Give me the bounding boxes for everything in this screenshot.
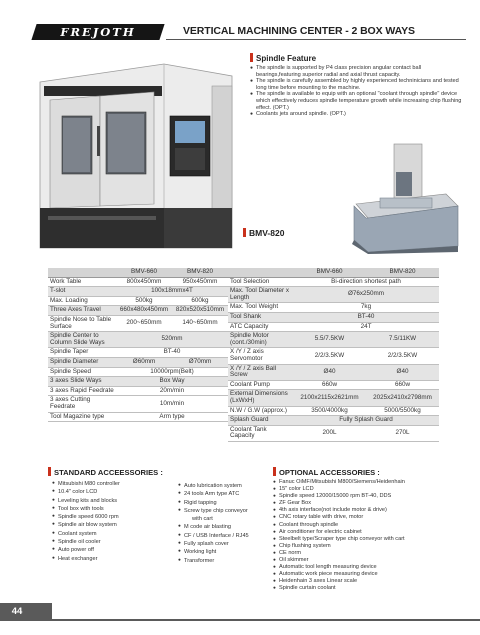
spec-label: Spindle Taper <box>48 348 116 358</box>
table-row <box>228 287 439 303</box>
spec-value: 10m/min <box>116 396 228 412</box>
table-row <box>48 296 228 306</box>
spec-value: 7kg <box>293 303 439 313</box>
list-item: ● Steelbelt type/Scraper type chip conveyor with cart <box>273 536 405 543</box>
model-header: BMV-660 <box>293 268 366 277</box>
standard-accessories-col1 <box>52 480 120 563</box>
brand-logo: FREJOTH <box>60 25 136 39</box>
table-row <box>48 386 228 396</box>
spec-label: Three Axes Travel <box>48 306 116 316</box>
footer-line <box>52 619 480 621</box>
list-item: ● Screw type chip conveyor <box>178 507 249 515</box>
list-item: ● Air conditioner for electric cabinet <box>273 529 405 536</box>
spec-label: Splash Guard <box>228 416 293 426</box>
spec-value: 820x520x510mm <box>172 306 228 316</box>
spindle-feature <box>250 53 464 118</box>
accent-bar <box>250 53 253 62</box>
spec-value: 270L <box>366 425 439 441</box>
spec-label: 3 axes Rapid Feedrate <box>48 386 116 396</box>
list-item: ● Automatic tool length measuring device <box>273 564 405 571</box>
list-item: ● 15" color LCD <box>273 486 405 493</box>
spec-value: 5.5/7.5KW <box>293 332 366 348</box>
table-row <box>228 425 439 441</box>
list-item: ● CNC rotary table with drive, motor <box>273 514 405 521</box>
table-header-row <box>48 268 228 277</box>
spec-label: Max. Tool Diameter x Length <box>228 287 293 303</box>
table-row <box>228 312 439 322</box>
spec-value: 660w <box>293 380 366 390</box>
spec-value: 10000rpm(Belt) <box>116 367 228 377</box>
table-row <box>228 390 439 406</box>
spec-label: ATC Capacity <box>228 322 293 332</box>
list-item: ● Heidenhain 3 axes Linear scale <box>273 578 405 585</box>
spec-value: Box Way <box>116 377 228 387</box>
spec-label: Coolant Pump <box>228 380 293 390</box>
list-item: ● Tool box with tools <box>52 505 120 513</box>
optional-accessories-list <box>273 479 405 593</box>
spec-value: 20m/min <box>116 386 228 396</box>
spec-value: 200L <box>293 425 366 441</box>
list-item: ● Spindle speed 6000 rpm <box>52 513 120 521</box>
list-item: ● CE norm <box>273 550 405 557</box>
spec-value: 660w <box>366 380 439 390</box>
model-header: BMV-820 <box>172 268 228 277</box>
spec-value: Ø40 <box>366 364 439 380</box>
list-item: ● Spindle oil cooler <box>52 538 120 546</box>
list-item: ● Auto power off <box>52 546 120 554</box>
spec-value: 100x18mmx4T <box>116 287 228 297</box>
table-row <box>228 303 439 313</box>
spec-value: 3500/4000kg <box>293 406 366 416</box>
table-row <box>48 332 228 348</box>
table-row <box>48 348 228 358</box>
spec-value: 2025x2410x2798mm <box>366 390 439 406</box>
list-item: ● The spindle is supported by P4 class precision angular contact ball bearings,featuring superior radial and axial thrust capacity. <box>250 65 464 78</box>
spec-value: 24T <box>293 322 439 332</box>
spec-label: Spindle Motor (cont./30min) <box>228 332 293 348</box>
spec-label: Tool Magazine type <box>48 412 116 422</box>
list-item: ● Leveling kits and blocks <box>52 497 120 505</box>
table-row <box>228 332 439 348</box>
spec-value: 2100x2115x2621mm <box>293 390 366 406</box>
list-item: ● Coolant through spindle <box>273 522 405 529</box>
spec-value: BT-40 <box>116 348 228 358</box>
model-label: BMV-820 <box>243 228 284 238</box>
list-item: ● Automatic work piece measuring device <box>273 571 405 578</box>
list-item: ● Working light <box>178 548 249 556</box>
table-row <box>228 348 439 364</box>
machine-image-bmv660 <box>34 56 239 256</box>
spec-value: 2/2/3.5KW <box>293 348 366 364</box>
list-item: ● Heat exchanger <box>52 555 120 563</box>
accent-bar <box>48 467 51 476</box>
spec-label: Tool Shank <box>228 312 293 322</box>
table-row <box>228 277 439 287</box>
list-item: ● Rigid tapping <box>178 499 249 507</box>
list-item: ● Coolant system <box>52 530 120 538</box>
list-item: ● Mitsubishi M80 controller <box>52 480 120 488</box>
table-row <box>48 357 228 367</box>
spec-table-right <box>228 268 439 442</box>
spec-label: External Dimensions (LxWxH) <box>228 390 293 406</box>
table-row <box>48 277 228 287</box>
page-number: 44 <box>11 606 23 617</box>
spec-value: Arm type <box>116 412 228 422</box>
spec-label: Coolant Tank Capacity <box>228 425 293 441</box>
spindle-feature-list <box>250 65 464 118</box>
table-row <box>48 306 228 316</box>
spec-value: 140~650mm <box>172 315 228 331</box>
spec-label: Spindle Nose to Table Surface <box>48 315 116 331</box>
header-cell-blank <box>228 268 293 277</box>
list-item: ● 4th axis interface(not include motor & drive) <box>273 507 405 514</box>
list-item: ● Spindle curtain coolant <box>273 585 405 592</box>
spec-label: 3 axes Cutting Feedrate <box>48 396 116 412</box>
list-item: ● The spindle is available to equip with an optional "coolant through spindle" device which effectively reduces spindle temperature growth while increasing chip flushing effect. (OPT.) <box>250 91 464 111</box>
table-row <box>228 364 439 380</box>
spec-value: 200~650mm <box>116 315 172 331</box>
page-footer <box>0 603 480 623</box>
accent-bar <box>243 228 246 237</box>
spec-label: Max. Tool Weight <box>228 303 293 313</box>
table-row <box>228 406 439 416</box>
title-underline <box>166 39 466 40</box>
table-row <box>48 412 228 422</box>
spec-value: Ø76x250mm <box>293 287 439 303</box>
spec-label: Max. Loading <box>48 296 116 306</box>
spec-label: Tool Selection <box>228 277 293 287</box>
list-item: with cart <box>192 516 213 523</box>
spec-value: 950x450mm <box>172 277 228 287</box>
spec-value: Fully Splash Guard <box>293 416 439 426</box>
optional-accessories-title: OPTIONAL ACCESSORIES : <box>273 467 380 477</box>
spec-value: Bi-direction shortest path <box>293 277 439 287</box>
spec-label: 3 axes Slide Ways <box>48 377 116 387</box>
accent-bar <box>273 467 276 476</box>
list-item: ● Spindle air blow system <box>52 521 120 529</box>
list-item: ● ZF Gear Box <box>273 500 405 507</box>
list-item: ● Transformer <box>178 557 249 565</box>
spec-label: Work Table <box>48 277 116 287</box>
page-title: VERTICAL MACHINING CENTER - 2 BOX WAYS <box>183 25 415 37</box>
spec-value: Ø60mm <box>116 357 172 367</box>
spec-value: 660x480x450mm <box>116 306 172 316</box>
spec-label: Spindle Diameter <box>48 357 116 367</box>
spec-label: Spindle Center to Column Slide Ways <box>48 332 116 348</box>
list-item: ● Coolants jets around spindle. (OPT.) <box>250 111 464 118</box>
spec-value: 600kg <box>172 296 228 306</box>
model-header: BMV-660 <box>116 268 172 277</box>
spec-value: 2/2/3.5KW <box>366 348 439 364</box>
list-item: ● Fanuc OiMF/Mitsubishi M800/Siemens/Heidenhain <box>273 479 405 486</box>
table-row <box>48 377 228 387</box>
table-header-row <box>228 268 439 277</box>
header-cell-blank <box>48 268 116 277</box>
table-row <box>228 416 439 426</box>
page-header <box>0 24 480 46</box>
spec-label: X /Y / Z axis Ball Screw <box>228 364 293 380</box>
table-row <box>228 380 439 390</box>
table-row <box>48 367 228 377</box>
spec-label: N.W / G.W (approx.) <box>228 406 293 416</box>
standard-accessories-title: STANDARD ACCEESSORIES : <box>48 467 163 477</box>
table-row <box>228 322 439 332</box>
table-row <box>48 287 228 297</box>
spec-label: X /Y / Z axis Servomotor <box>228 348 293 364</box>
model-header: BMV-820 <box>366 268 439 277</box>
table-row <box>48 315 228 331</box>
spec-value: 5000/5500kg <box>366 406 439 416</box>
table-row <box>48 396 228 412</box>
list-item: ● Auto lubrication system <box>178 482 249 490</box>
spindle-feature-title: Spindle Feature <box>250 53 464 63</box>
spec-value: 7.5/11KW <box>366 332 439 348</box>
list-item: ● 24 tools Arm type ATC <box>178 490 249 498</box>
list-item: ● Chip flushing system <box>273 543 405 550</box>
spec-value: BT-40 <box>293 312 439 322</box>
spec-table-left <box>48 268 228 422</box>
list-item: ● Oil skimmer <box>273 557 405 564</box>
spec-label: T-slot <box>48 287 116 297</box>
list-item: ● Fully splash cover <box>178 540 249 548</box>
list-item: ● The spindle is carefully assembled by highly experienced techninicians and tested long time before mounting to the machine. <box>250 78 464 91</box>
spec-value: Ø40 <box>293 364 366 380</box>
machine-image-bmv820 <box>346 142 462 254</box>
spec-value: Ø70mm <box>172 357 228 367</box>
spec-value: 500kg <box>116 296 172 306</box>
list-item: ● 10.4" color LCD <box>52 488 120 496</box>
list-item: ● CF / USB Interface / RJ45 <box>178 532 249 540</box>
list-item: ● Spindle speed 12000/15000 rpm BT-40, DDS <box>273 493 405 500</box>
spec-value: 520mm <box>116 332 228 348</box>
spec-value: 800x450mm <box>116 277 172 287</box>
spec-label: Spindle Speed <box>48 367 116 377</box>
standard-accessories-col2 <box>178 482 249 565</box>
list-item: ● M code air blasting <box>178 523 249 531</box>
